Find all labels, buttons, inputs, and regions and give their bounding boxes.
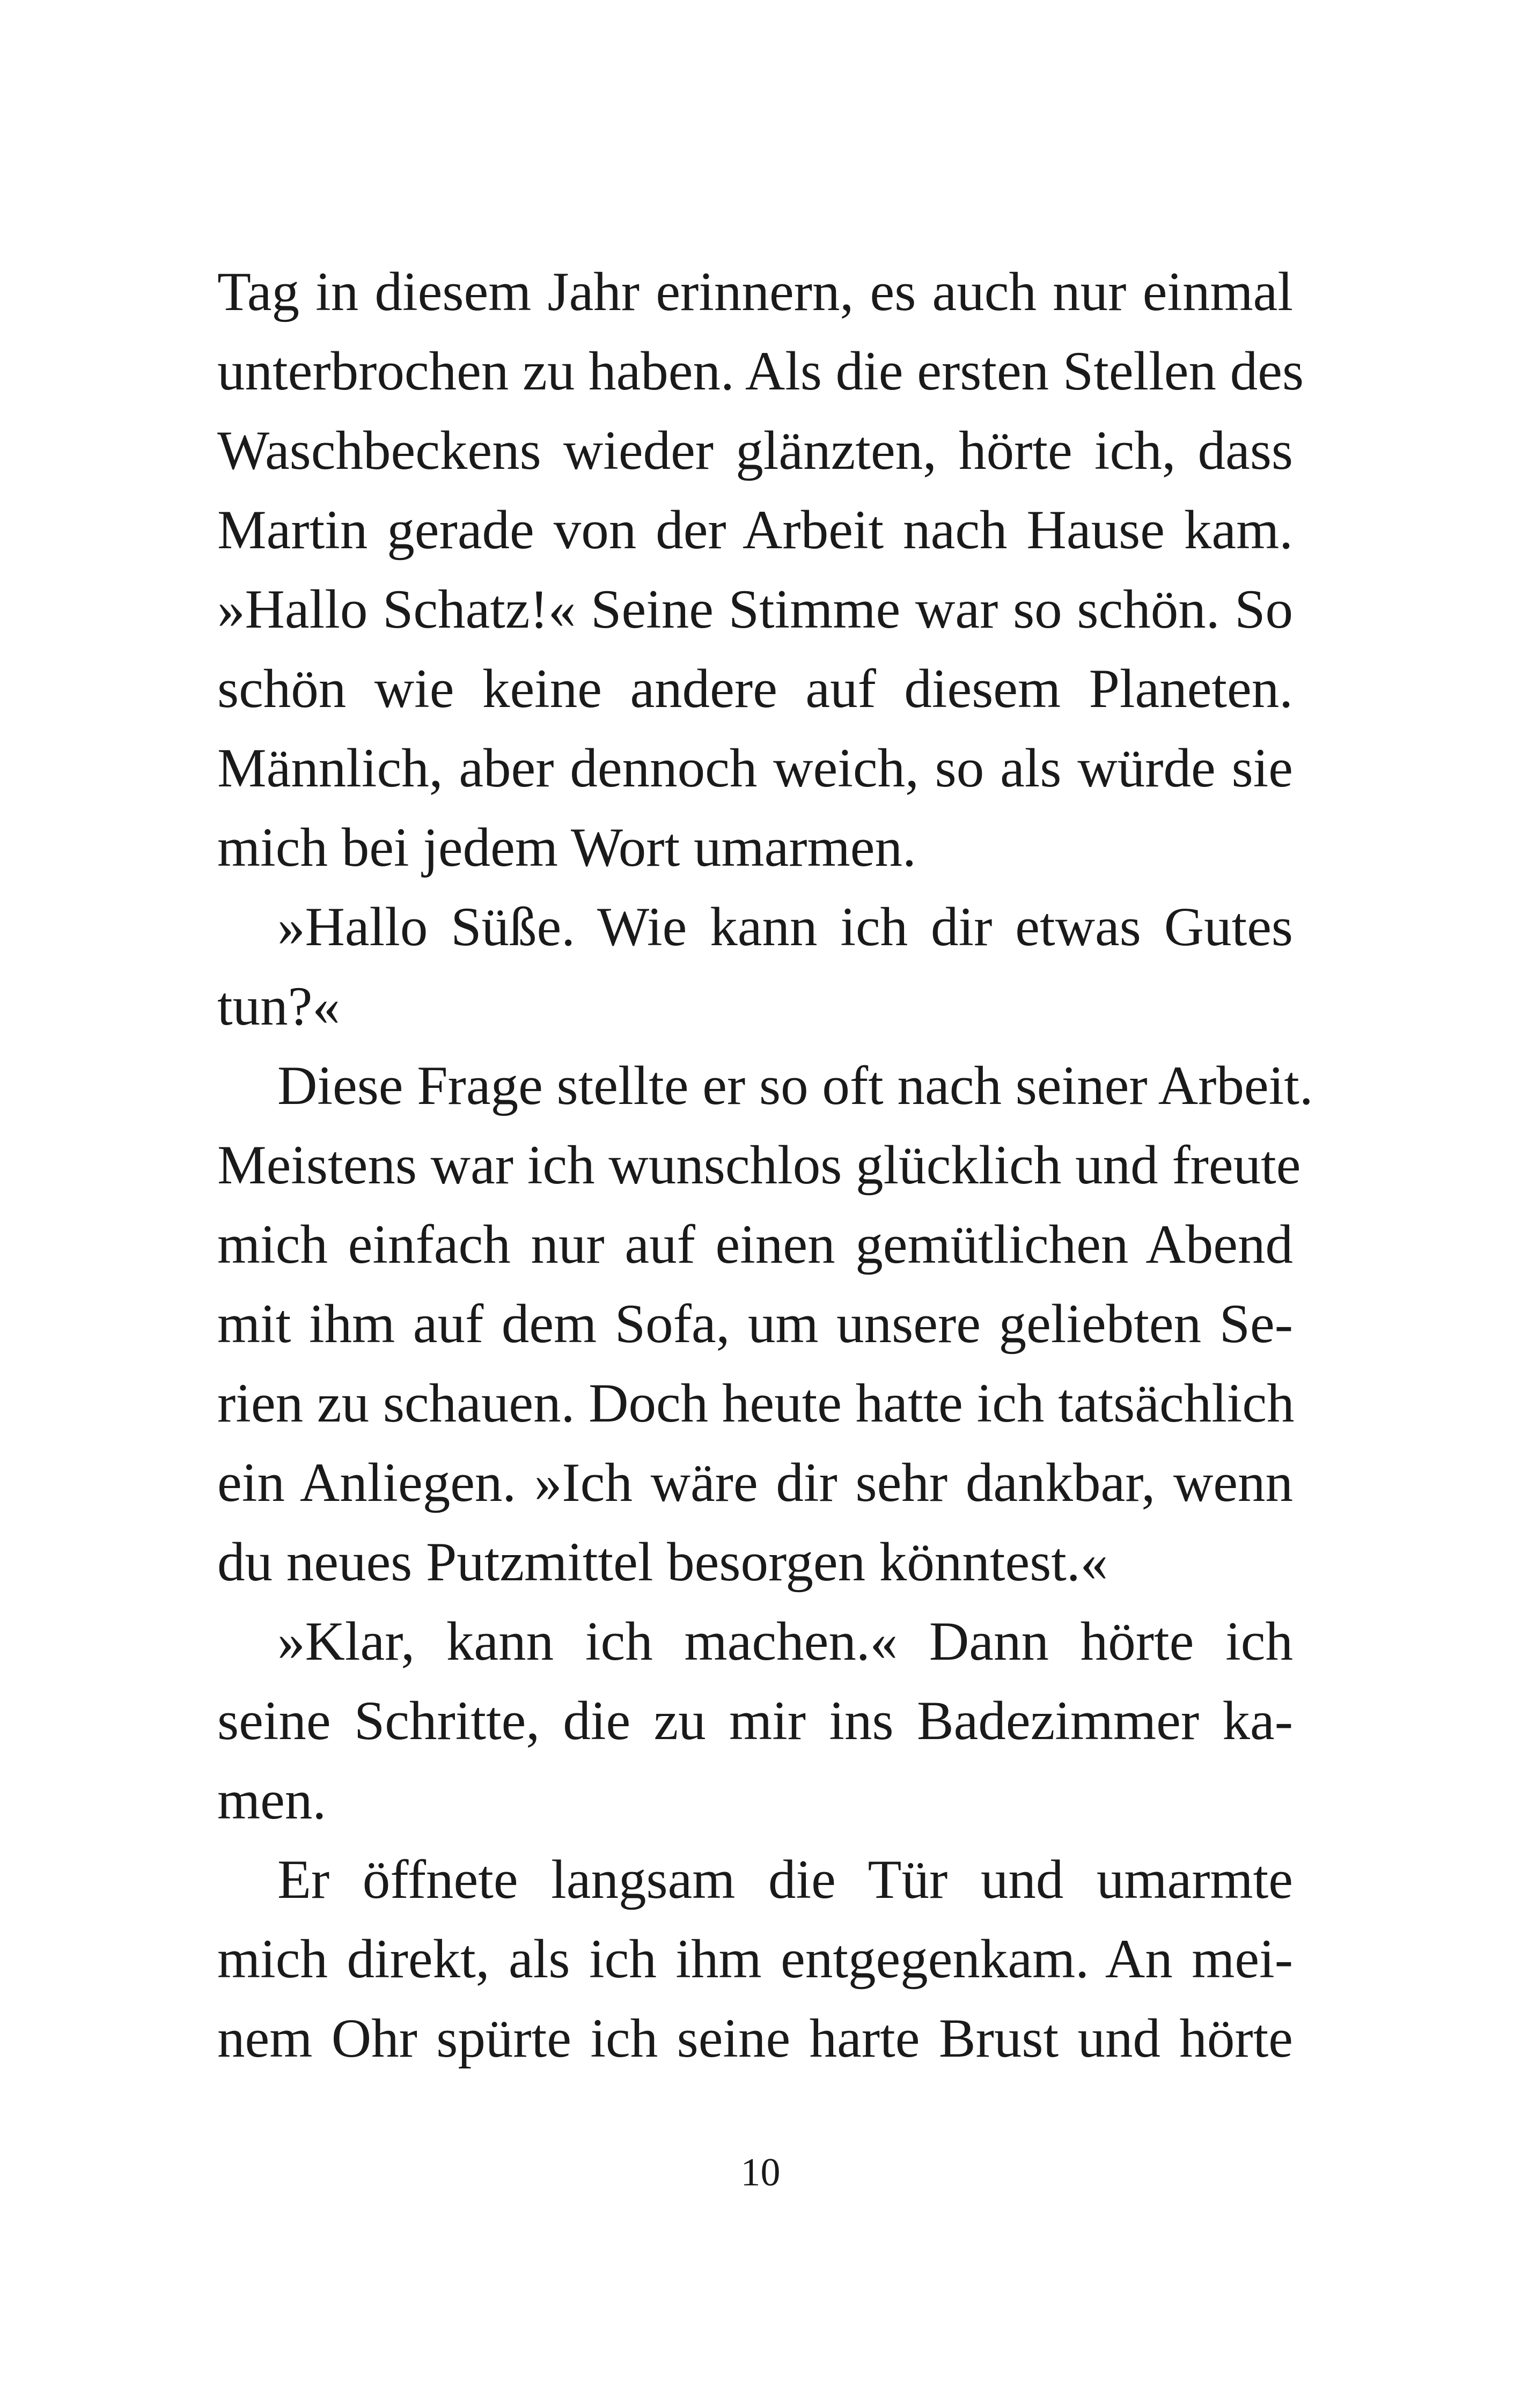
text-line: Diese Frage stellte er so oft nach seiner Arbeit. <box>277 1055 1313 1116</box>
text-line: nem Ohr spürte ich seine harte Brust und hörte <box>217 2008 1293 2069</box>
text-line: men. <box>217 1770 327 1831</box>
text-line: du neues Putzmittel besorgen könntest.« <box>217 1531 1108 1593</box>
text-line: Er öffnete langsam die Tür und umarmte <box>277 1849 1293 1910</box>
text-line: schön wie keine andere auf diesem Planeten. <box>217 658 1293 719</box>
text-line: seine Schritte, die zu mir ins Badezimmer ka- <box>217 1690 1293 1751</box>
text-line: rien zu schauen. Doch heute hatte ich tatsächlich <box>217 1373 1295 1434</box>
text-line: unterbrochen zu haben. Als die ersten Stellen des <box>217 341 1304 402</box>
text-line: tun?« <box>217 976 340 1037</box>
text-line: »Klar, kann ich machen.« Dann hörte ich <box>277 1611 1293 1672</box>
text-line: mich direkt, als ich ihm entgegenkam. An mei- <box>217 1928 1293 1990</box>
text-line: Männlich, aber dennoch weich, so als würde sie <box>217 738 1293 799</box>
text-line: mit ihm auf dem Sofa, um unsere geliebten Se- <box>217 1293 1293 1354</box>
text-line: mich einfach nur auf einen gemütlichen Abend <box>217 1214 1293 1275</box>
text-line: Martin gerade von der Arbeit nach Hause kam. <box>217 499 1293 561</box>
text-line: Waschbeckens wieder glänzten, hörte ich, dass <box>217 420 1293 481</box>
page-number: 10 <box>740 2151 781 2195</box>
text-line: »Hallo Süße. Wie kann ich dir etwas Gutes <box>277 896 1293 958</box>
text-line: »Hallo Schatz!« Seine Stimme war so schön. So <box>217 579 1293 640</box>
text-line: Meistens war ich wunschlos glücklich und freute <box>217 1135 1301 1196</box>
text-line: Tag in diesem Jahr erinnern, es auch nur einmal <box>217 261 1293 322</box>
text-line: mich bei jedem Wort umarmen. <box>217 817 916 878</box>
body-text <box>217 252 1313 2078</box>
text-line: ein Anliegen. »Ich wäre dir sehr dankbar, wenn <box>217 1452 1293 1513</box>
